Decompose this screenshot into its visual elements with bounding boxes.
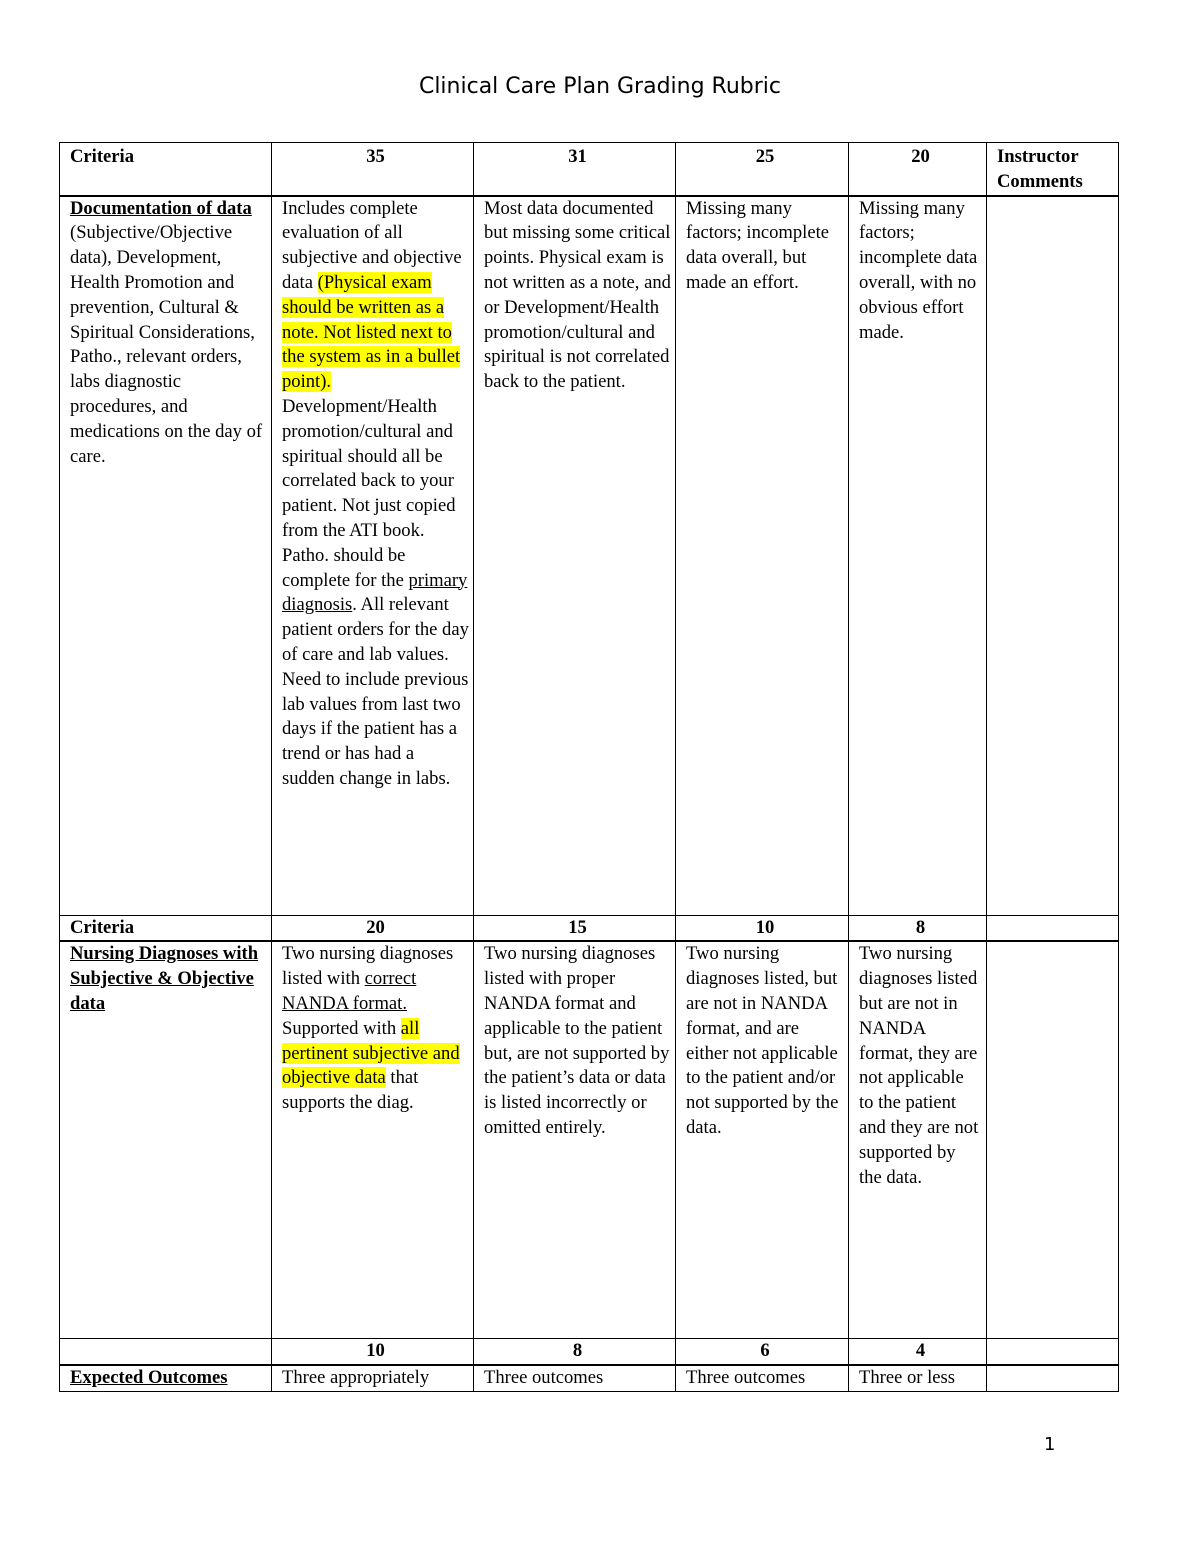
descriptor-text: Includes complete evaluation of all subjective and objective data [282, 197, 462, 293]
header-row [60, 1339, 1119, 1365]
diagnoses-score-15-cell: Two nursing diagnoses listed with proper NANDA format and applicable to the patient but, are not supported by the patient’s data or data is listed incorrectly or omitted entirely. [474, 941, 676, 1339]
criterion-title: Documentation of data [70, 197, 252, 219]
documentation-score-20-cell: Missing many factors; incomplete data overall, with no obvious effort made. [849, 196, 987, 916]
score-header-25: 25 [676, 143, 849, 196]
documentation-score-31-cell: Most data documented but missing some critical points. Physical exam is not written as a note, and or Development/Health promotion/cultural and spiritual is not correlated back to the patient. [474, 196, 676, 916]
criterion-title: Nursing Diagnoses with Subjective & Objective data [70, 943, 259, 1014]
documentation-comments-cell [987, 196, 1119, 916]
nursing-diagnoses-row [60, 941, 1119, 1339]
score-header-15: 15 [474, 915, 676, 941]
header-row [60, 143, 1119, 196]
score-header-8: 8 [474, 1339, 676, 1365]
criteria-header: Criteria [60, 143, 272, 196]
score-header-20: 20 [272, 915, 474, 941]
comments-header-empty [987, 915, 1119, 941]
descriptor-text: Supported with [282, 1017, 401, 1039]
score-header-35: 35 [272, 143, 474, 196]
documentation-criterion-cell [60, 196, 272, 916]
grading-rubric-table [59, 142, 1119, 1392]
descriptor-text: . All relevant patient orders for the day of care and lab values. Need to include previous lab values from last two days if the patient has a trend or has had a sudden change in labs. [282, 594, 469, 789]
documentation-score-35-cell [272, 196, 474, 916]
page-title: Clinical Care Plan Grading Rubric [418, 74, 782, 99]
criterion-description: (Subjective/Objective data), Development, Health Promotion and prevention, Cultural & Spiritual Considerations, Patho., relevant orders, labs diagnostic procedures, and medications on the day of care. [70, 222, 263, 467]
instructor-comments-header: Instructor Comments [987, 143, 1119, 196]
criteria-header: Criteria [60, 915, 272, 941]
header-row [60, 915, 1119, 941]
outcomes-score-10-cell: Three appropriately [272, 1365, 474, 1391]
criteria-header-empty [60, 1339, 272, 1365]
criterion-title: Expected Outcomes [70, 1367, 228, 1389]
documentation-score-25-cell: Missing many factors; incomplete data overall, but made an effort. [676, 196, 849, 916]
score-header-20: 20 [849, 143, 987, 196]
score-header-8: 8 [849, 915, 987, 941]
underlined-text: primary diagnosis [282, 569, 468, 616]
descriptor-text: that supports the diag. [282, 1067, 419, 1114]
descriptor-text: Development/Health promotion/cultural and spiritual should all be correlated back to your patient. Not just copied from the ATI book. Patho. should be complete for the [282, 395, 456, 591]
expected-outcomes-row [60, 1365, 1119, 1391]
highlighted-text: all pertinent subjective and objective data [282, 1017, 460, 1089]
diagnoses-comments-cell [987, 941, 1119, 1339]
outcomes-comments-cell [987, 1365, 1119, 1391]
underlined-text: correct NANDA format. [282, 968, 417, 1014]
outcomes-score-4-cell: Three or less [849, 1365, 987, 1391]
score-header-6: 6 [676, 1339, 849, 1365]
outcomes-score-8-cell: Three outcomes [474, 1365, 676, 1391]
expected-outcomes-criterion-cell [60, 1365, 272, 1391]
documentation-row [60, 196, 1119, 916]
score-header-10: 10 [272, 1339, 474, 1365]
highlighted-text: (Physical exam should be written as a note. Not listed next to the system as in a bullet point). [282, 271, 461, 393]
nursing-diagnoses-criterion-cell [60, 941, 272, 1339]
score-header-31: 31 [474, 143, 676, 196]
page-number: 1 [1044, 1434, 1056, 1455]
descriptor-text: Two nursing diagnoses listed with [282, 943, 454, 990]
comments-header-empty [987, 1339, 1119, 1365]
diagnoses-score-20-cell [272, 941, 474, 1339]
score-header-10: 10 [676, 915, 849, 941]
score-header-4: 4 [849, 1339, 987, 1365]
diagnoses-score-8-cell: Two nursing diagnoses listed but are not in NANDA format, they are not applicable to the patient and they are not supported by the data. [849, 941, 987, 1339]
outcomes-score-6-cell: Three outcomes [676, 1365, 849, 1391]
diagnoses-score-10-cell: Two nursing diagnoses listed, but are not in NANDA format, and are either not applicable to the patient and/or not supported by the data. [676, 941, 849, 1339]
